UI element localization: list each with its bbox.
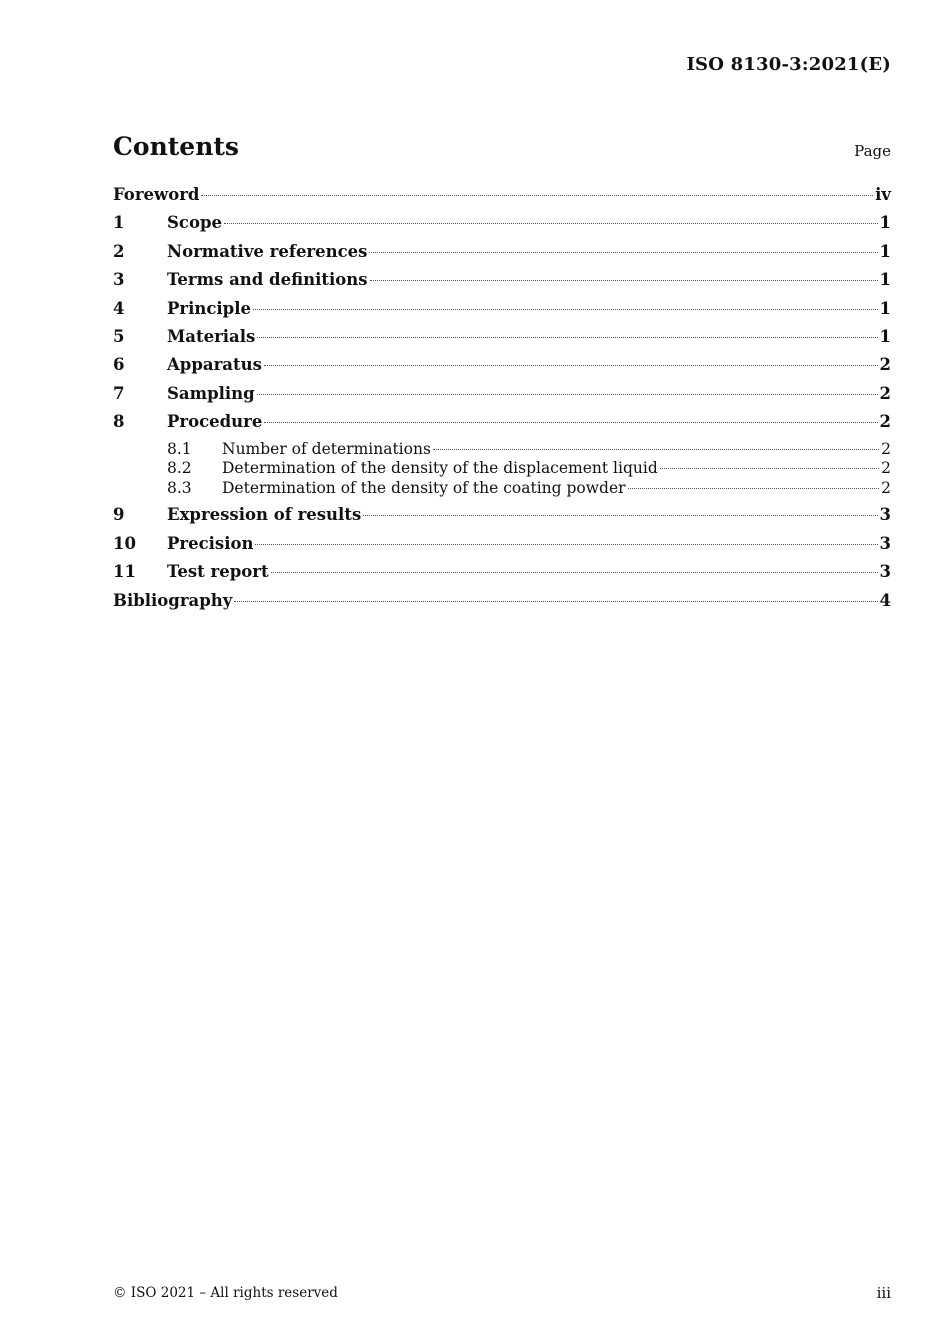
toc-entry-page: 2 (881, 459, 891, 478)
toc-entry-page: 2 (881, 439, 891, 458)
document-id: ISO 8130-3:2021(E) (686, 54, 891, 75)
toc-entry-number: 6 (113, 355, 125, 375)
toc-entry-number: 8 (113, 412, 125, 432)
toc-dot-leader (369, 252, 877, 253)
toc-entry[interactable] (113, 269, 891, 291)
toc-entry-number: 5 (113, 326, 125, 346)
toc-dot-leader (255, 544, 877, 545)
toc-entry-page: 3 (879, 533, 891, 553)
toc-entry-title: Procedure (167, 412, 263, 432)
toc-entry[interactable] (113, 561, 891, 583)
toc-entry-page: 1 (879, 298, 891, 318)
toc-entry-page: 2 (879, 355, 891, 375)
toc-dot-leader (264, 422, 877, 423)
toc-entry-title: Determination of the density of the displacement liquid (222, 459, 658, 478)
toc-dot-leader (201, 195, 873, 196)
toc-entry[interactable] (113, 533, 891, 555)
toc-entry-number: 8.3 (167, 478, 192, 497)
toc-entry[interactable] (113, 298, 891, 320)
toc-entry-number: 8.1 (167, 439, 192, 458)
contents-heading: Contents (113, 132, 240, 161)
toc-entry-number: 9 (113, 505, 125, 525)
toc-entry-number: 1 (113, 213, 125, 233)
toc-entry-number: 2 (113, 241, 125, 261)
toc-dot-leader (660, 468, 879, 469)
toc-entry-title: Bibliography (113, 590, 233, 610)
toc-entry[interactable] (113, 383, 891, 405)
toc-subentry[interactable] (113, 459, 891, 479)
toc-entry-page: 2 (879, 383, 891, 403)
toc-entry-number: 8.2 (167, 459, 192, 478)
copyright-notice: © ISO 2021 – All rights reserved (113, 1285, 338, 1301)
toc-entry-page: 2 (881, 478, 891, 497)
footer-page-number: iii (876, 1284, 891, 1302)
toc-entry-page: 3 (879, 505, 891, 525)
toc-dot-leader (234, 601, 877, 602)
toc-entry[interactable] (113, 590, 891, 612)
toc-entry-page: iv (875, 185, 891, 204)
toc-entry-page: 1 (879, 241, 891, 261)
toc-entry[interactable] (113, 184, 891, 206)
toc-entry-number: 10 (113, 533, 136, 553)
toc-entry-title: Principle (167, 298, 251, 318)
toc-entry-page: 1 (879, 213, 891, 233)
toc-entry-title: Apparatus (167, 355, 262, 375)
toc-entry[interactable] (113, 241, 891, 263)
toc-entry[interactable] (113, 411, 891, 433)
toc-entry-title: Scope (167, 213, 223, 233)
toc-entry-number: 7 (113, 383, 125, 403)
toc-entry-title: Determination of the density of the coating powder (222, 478, 626, 497)
toc-entry-title: Test report (167, 562, 269, 582)
toc-entry-title: Expression of results (167, 505, 362, 525)
toc-entry-title: Materials (167, 326, 256, 346)
toc-entry-number: 4 (113, 298, 125, 318)
toc-dot-leader (253, 309, 878, 310)
toc-entry[interactable] (113, 212, 891, 234)
toc-dot-leader (628, 488, 880, 489)
toc-entry[interactable] (113, 504, 891, 526)
toc-entry[interactable] (113, 354, 891, 376)
toc-dot-leader (363, 515, 877, 516)
page-column-label: Page (854, 142, 891, 160)
toc-entry-title: Foreword (113, 185, 200, 204)
toc-entry-page: 4 (879, 590, 891, 610)
toc-entry-title: Terms and definitions (167, 270, 368, 290)
toc-entry-number: 3 (113, 270, 125, 290)
toc-entry-title: Normative references (167, 241, 368, 261)
toc-entry-number: 11 (113, 562, 136, 582)
toc-subentry[interactable] (113, 479, 891, 499)
toc-entry-page: 3 (879, 562, 891, 582)
table-of-contents (113, 184, 891, 618)
toc-entry-title: Precision (167, 533, 254, 553)
toc-dot-leader (264, 365, 878, 366)
toc-dot-leader (271, 572, 878, 573)
toc-entry-page: 1 (879, 270, 891, 290)
toc-entry-title: Number of determinations (222, 439, 431, 458)
toc-entry-page: 1 (879, 326, 891, 346)
toc-dot-leader (370, 280, 878, 281)
toc-dot-leader (257, 337, 877, 338)
toc-entry-title: Sampling (167, 383, 255, 403)
toc-entry[interactable] (113, 326, 891, 348)
toc-dot-leader (433, 449, 879, 450)
toc-dot-leader (257, 394, 878, 395)
toc-dot-leader (224, 223, 878, 224)
toc-entry-page: 2 (879, 412, 891, 432)
toc-subentry[interactable] (113, 440, 891, 460)
